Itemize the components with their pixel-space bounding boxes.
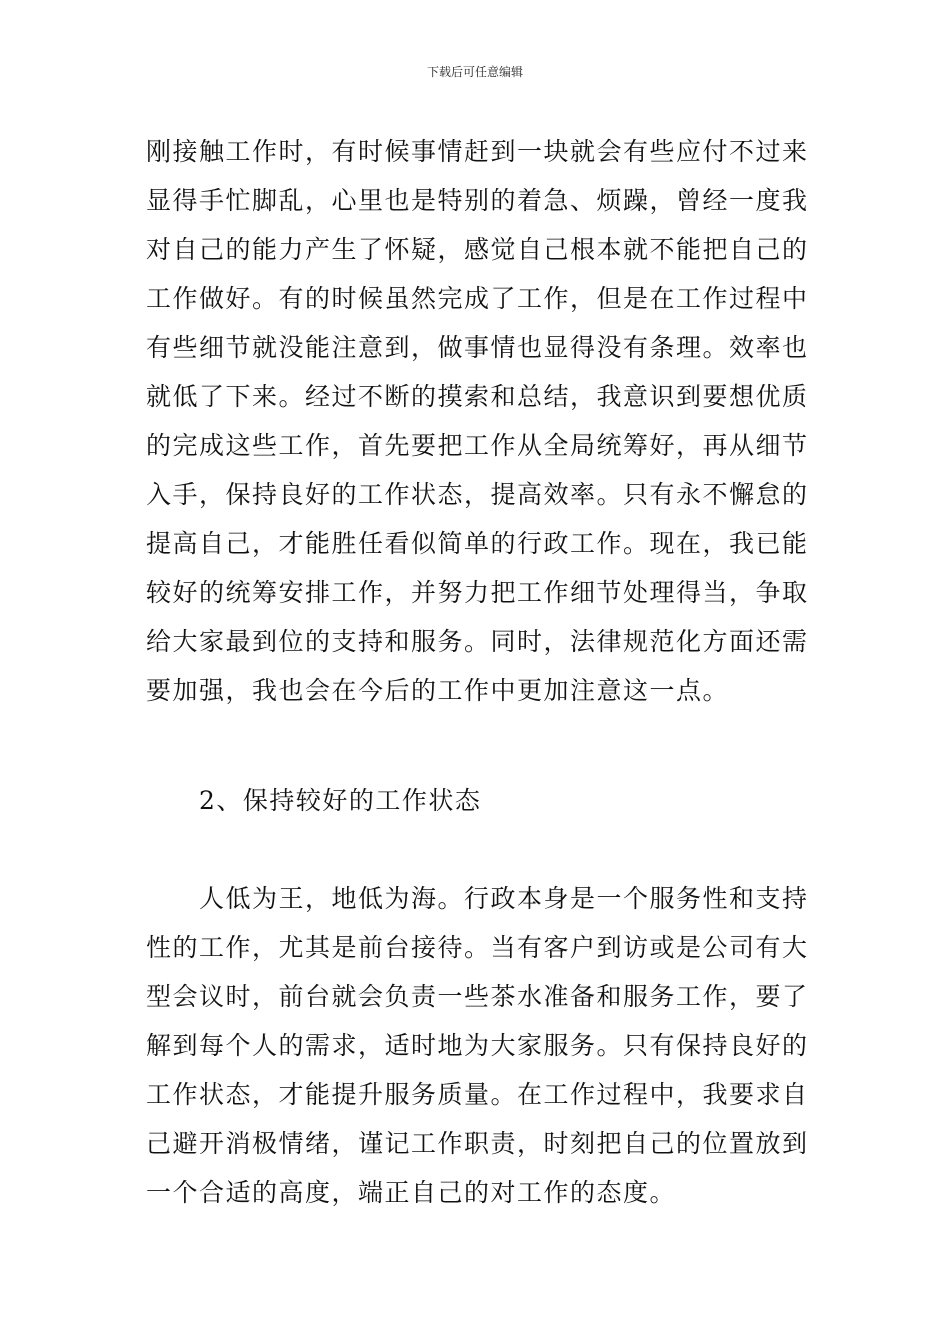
paragraph-line: 型会议时，前台就会负责一些茶水准备和服务工作，要了	[146, 982, 809, 1011]
paragraph-line: 一个合适的高度，端正自己的对工作的态度。	[146, 1178, 677, 1207]
paragraph-line: 工作做好。有的时候虽然完成了工作，但是在工作过程中	[146, 284, 809, 313]
section-heading-text: 2、保持较好的工作状态	[146, 786, 482, 815]
paragraph-line: 显得手忙脚乱，心里也是特别的着急、烦躁，曾经一度我	[146, 186, 809, 215]
paragraph-1	[146, 127, 826, 715]
paragraph-line: 解到每个人的需求，适时地为大家服务。只有保持良好的	[146, 1031, 809, 1060]
paragraph-2	[146, 874, 826, 1217]
paragraph-line: 的完成这些工作，首先要把工作从全局统筹好，再从细节	[146, 431, 809, 460]
header-note: 下载后可任意编辑	[426, 65, 523, 79]
paragraph-line: 人低为王，地低为海。行政本身是一个服务性和支持	[146, 884, 809, 913]
paragraph-line: 较好的统筹安排工作，并努力把工作细节处理得当，争取	[146, 578, 809, 607]
paragraph-line: 入手，保持良好的工作状态，提高效率。只有永不懈怠的	[146, 480, 809, 509]
paragraph-line: 对自己的能力产生了怀疑，感觉自己根本就不能把自己的	[146, 235, 809, 264]
paragraph-line: 有些细节就没能注意到，做事情也显得没有条理。效率也	[146, 333, 809, 362]
paragraph-line: 提高自己，才能胜任看似简单的行政工作。现在，我已能	[146, 529, 809, 558]
paragraph-line: 性的工作，尤其是前台接待。当有客户到访或是公司有大	[146, 933, 809, 962]
section-heading	[146, 776, 826, 825]
paragraph-line: 己避开消极情绪，谨记工作职责，时刻把自己的位置放到	[146, 1129, 809, 1158]
paragraph-line: 刚接触工作时，有时候事情赶到一块就会有些应付不过来	[146, 137, 809, 166]
paragraph-line: 就低了下来。经过不断的摸索和总结，我意识到要想优质	[146, 382, 809, 411]
paragraph-line: 工作状态，才能提升服务质量。在工作过程中，我要求自	[146, 1080, 809, 1109]
paragraph-line: 要加强，我也会在今后的工作中更加注意这一点。	[146, 676, 730, 705]
paragraph-line: 给大家最到位的支持和服务。同时，法律规范化方面还需	[146, 627, 809, 656]
